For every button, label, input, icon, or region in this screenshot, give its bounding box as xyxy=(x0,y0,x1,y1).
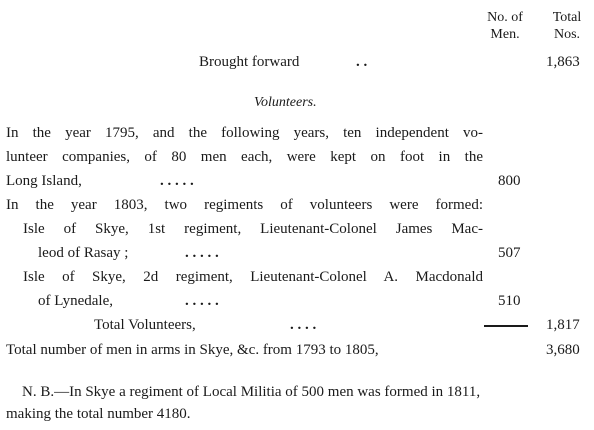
brought-forward-label: Brought forward xyxy=(199,54,300,70)
entry-1st-regiment-men: 507 xyxy=(498,245,521,261)
brought-forward-dots: . . xyxy=(356,54,368,70)
section-title-volunteers: Volunteers. xyxy=(254,95,317,110)
entry-1795-line-1: In the year 1795, and the following years, ten independent vo- xyxy=(6,125,483,141)
men-header-line2: Men. xyxy=(490,27,520,42)
entry-1st-regiment-dots: . . . . . xyxy=(185,245,219,261)
entry-1st-regiment-line-2: leod of Rasay ; xyxy=(38,245,129,261)
entry-2d-regiment-dots: . . . . . xyxy=(185,293,219,309)
entry-1795-line-2: lunteer companies, of 80 men each, were kept on foot in the xyxy=(6,149,483,165)
total-header-line2: Nos. xyxy=(553,27,581,42)
entry-1st-regiment-line-1: Isle of Skye, 1st regiment, Lieutenant-Colonel James Mac- xyxy=(23,221,483,237)
total-volunteers-total: 1,817 xyxy=(546,317,580,333)
grand-total-value: 3,680 xyxy=(546,342,580,358)
entry-1803-line-1: In the year 1803, two regiments of volunteers were formed: xyxy=(6,197,483,213)
sum-rule xyxy=(484,325,528,327)
entry-2d-regiment-line-2: of Lynedale, xyxy=(38,293,113,309)
total-volunteers-label: Total Volunteers, xyxy=(94,317,196,333)
entry-1795-line-3: Long Island, xyxy=(6,173,82,189)
brought-forward-total: 1,863 xyxy=(546,54,580,70)
grand-total-label: Total number of men in arms in Skye, &c. from 1793 to 1805, xyxy=(6,342,379,358)
entry-2d-regiment-men: 510 xyxy=(498,293,521,309)
note-line-2: making the total number 4180. xyxy=(6,406,191,422)
entry-1795-men: 800 xyxy=(498,173,521,189)
entry-2d-regiment-line-1: Isle of Skye, 2d regiment, Lieutenant-Colonel A. Macdonald xyxy=(23,269,483,285)
note-line-1: N. B.—In Skye a regiment of Local Militia of 500 men was formed in 1811, xyxy=(22,384,481,400)
entry-1795-dots: . . . . . xyxy=(160,173,194,189)
total-volunteers-dots: . . . . xyxy=(290,317,317,333)
total-header-line1: Total xyxy=(552,10,582,25)
total-column-header xyxy=(532,9,594,43)
men-header-line1: No. of xyxy=(487,10,523,25)
